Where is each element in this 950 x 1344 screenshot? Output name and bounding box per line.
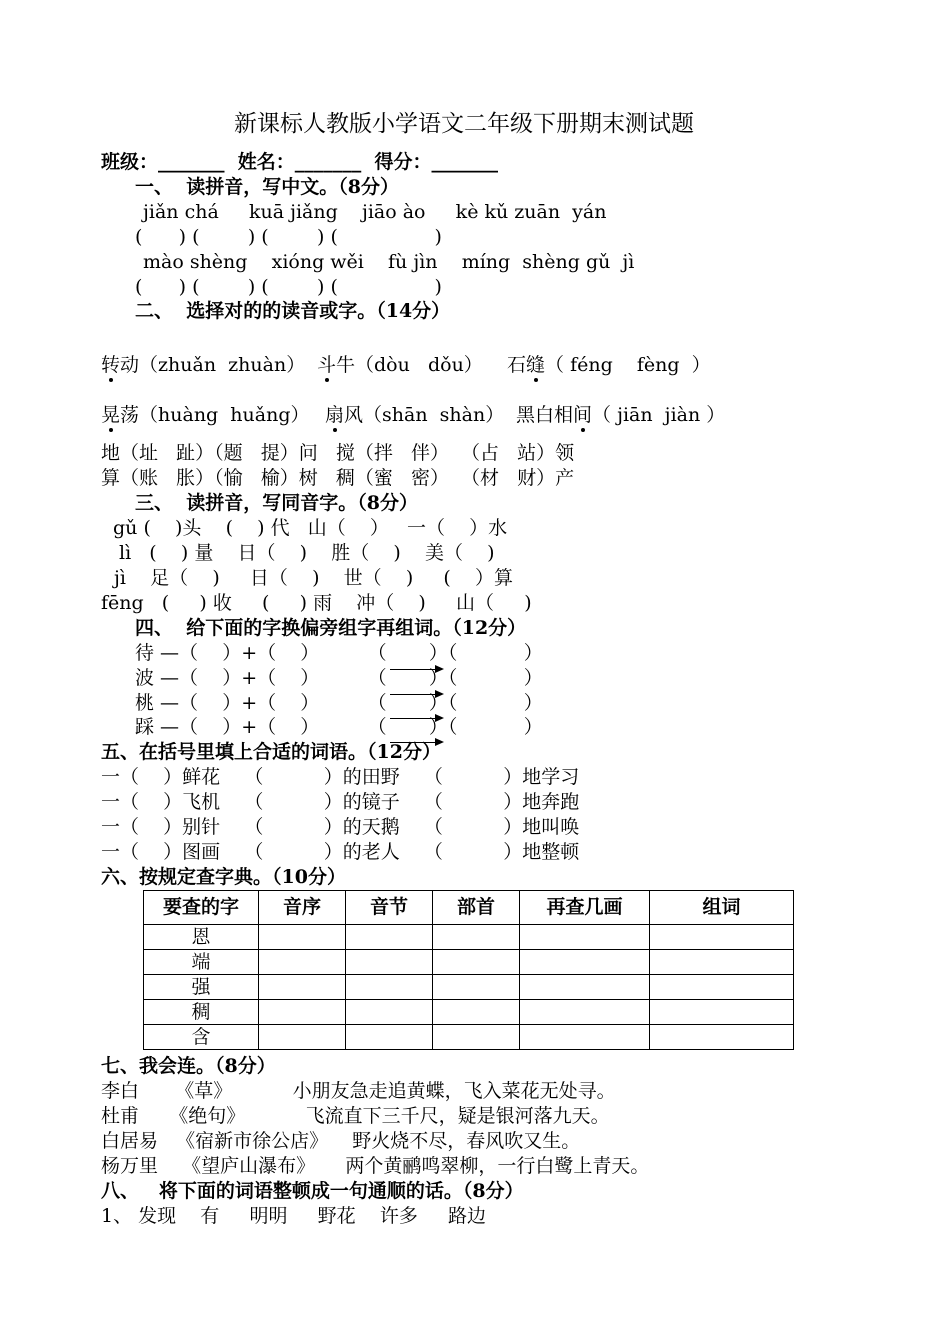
table-header-row	[144, 891, 794, 925]
answer-cell[interactable]	[433, 925, 520, 950]
table-row	[144, 1000, 794, 1025]
answer-cell[interactable]	[346, 1000, 433, 1025]
answer-cell[interactable]	[520, 925, 650, 950]
poem-match-row: 杜甫 《绝句》 飞流直下三千尺，疑是银河落九天。	[101, 1105, 610, 1127]
column-header: 音序	[259, 891, 346, 925]
column-header: 音节	[346, 891, 433, 925]
arrow-icon	[390, 694, 442, 695]
answer-cell[interactable]	[520, 1025, 650, 1050]
answer-cell[interactable]	[433, 1000, 520, 1025]
lookup-char: 含	[144, 1025, 259, 1050]
pronunciation-item: 石缝（ féng fèng ）	[507, 354, 711, 376]
poem-match-row: 李白 《草》 小朋友急走追黄蝶，飞入菜花无处寻。	[101, 1080, 616, 1102]
radical-swap-row: 踩 —（ ）+（ ） （ ）（ ）	[135, 716, 543, 738]
lookup-char: 稠	[144, 1000, 259, 1025]
pronunciation-item: 斗牛（dòu dǒu）	[317, 354, 483, 376]
sentence-words-row: 1、 发现 有 明明 野花 许多 路边	[101, 1205, 487, 1227]
answer-cell[interactable]	[259, 925, 346, 950]
column-header: 组词	[650, 891, 794, 925]
table-row	[144, 925, 794, 950]
dictionary-table	[143, 890, 794, 1050]
radical-swap-row: 桃 —（ ）+（ ） （ ）（ ）	[135, 692, 543, 714]
radical-swap-row: 待 —（ ）+（ ） （ ）（ ）	[135, 642, 543, 664]
homophone-row: gǔ ( )头 ( ) 代 山（ ） 一（ ）水	[113, 517, 508, 539]
fill-word-row: 一（ ）鲜花 （ ）的田野 （ ）地学习	[101, 766, 580, 788]
homophone-row: fēng ( ) 收 ( ) 雨 冲（ ) 山（ )	[101, 592, 532, 614]
lookup-char: 端	[144, 950, 259, 975]
column-header: 再查几画	[520, 891, 650, 925]
character-choice-row-1: 地（址 趾）（题 提）问 搅（拌 伴） （占 站）领	[101, 442, 575, 464]
section-3-heading: 三、 读拼音，写同音字。（8分）	[135, 492, 418, 514]
radical-swap-row: 波 —（ ）+（ ） （ ）（ ）	[135, 667, 543, 689]
answer-cell[interactable]	[650, 1025, 794, 1050]
answer-blanks-row-1: ( ) ( ) ( ) ( )	[135, 226, 442, 248]
answer-cell[interactable]	[650, 925, 794, 950]
answer-cell[interactable]	[346, 975, 433, 1000]
table-row	[144, 1025, 794, 1050]
fill-word-row: 一（ ）别针 （ ）的天鹅 （ ）地叫唤	[101, 816, 580, 838]
section-4-heading: 四、 给下面的字换偏旁组字再组词。（12分）	[135, 617, 527, 639]
section-8-heading: 八、 将下面的词语整顿成一句通顺的话。（8分）	[101, 1180, 524, 1202]
pronunciation-item: 黑白相间（ jiān jiàn ）	[516, 404, 726, 426]
answer-cell[interactable]	[520, 950, 650, 975]
answer-cell[interactable]	[433, 950, 520, 975]
answer-cell[interactable]	[346, 1025, 433, 1050]
lookup-char: 恩	[144, 925, 259, 950]
answer-cell[interactable]	[650, 950, 794, 975]
poem-match-row: 杨万里 《望庐山瀑布》 两个黄鹂鸣翠柳，一行白鹭上青天。	[101, 1155, 650, 1177]
answer-cell[interactable]	[520, 975, 650, 1000]
answer-cell[interactable]	[346, 950, 433, 975]
answer-cell[interactable]	[259, 975, 346, 1000]
fill-word-row: 一（ ）飞机 （ ）的镜子 （ ）地奔跑	[101, 791, 580, 813]
character-choice-row-2: 算（账 胀）（愉 榆）树 稠（蜜 密） （材 财）产	[101, 467, 575, 489]
column-header: 部首	[433, 891, 520, 925]
student-info-line: 班级：_______ 姓名：_______ 得分：_______	[101, 151, 498, 173]
poem-match-row: 白居易 《宿新市徐公店》 野火烧不尽，春风吹又生。	[101, 1130, 581, 1152]
pinyin-row-2: mào shèng xióng wěi fù jìn míng shèng gǔ jì	[143, 251, 635, 273]
table-row	[144, 975, 794, 1000]
pinyin-row-1: jiǎn chá kuā jiǎng jiāo ào kè kǔ zuān yán	[143, 201, 607, 223]
pronunciation-item: 转动（zhuǎn zhuàn）	[101, 354, 306, 376]
section-5-heading: 五、在括号里填上合适的词语。（12分）	[101, 741, 441, 763]
answer-blanks-row-2: ( ) ( ) ( ) ( )	[135, 276, 442, 298]
section-2-heading: 二、 选择对的的读音或字。（14分）	[135, 300, 451, 322]
section-7-heading: 七、我会连。（8分）	[101, 1055, 276, 1077]
homophone-row: lì ( ) 量 日（ ) 胜（ ) 美（ )	[113, 542, 495, 564]
page-title: 新课标人教版小学语文二年级下册期末测试题	[234, 111, 694, 137]
answer-cell[interactable]	[259, 950, 346, 975]
pronunciation-item: 扇风（shān shàn）	[325, 404, 505, 426]
answer-cell[interactable]	[650, 1000, 794, 1025]
answer-cell[interactable]	[346, 925, 433, 950]
answer-cell[interactable]	[520, 1000, 650, 1025]
answer-cell[interactable]	[259, 1025, 346, 1050]
section-1-heading: 一、 读拼音，写中文。（8分）	[135, 176, 399, 198]
answer-cell[interactable]	[433, 1025, 520, 1050]
column-header: 要查的字	[144, 891, 259, 925]
fill-word-row: 一（ ）图画 （ ）的老人 （ ）地整顿	[101, 841, 580, 863]
arrow-icon	[390, 669, 442, 670]
answer-cell[interactable]	[433, 975, 520, 1000]
table-row	[144, 950, 794, 975]
answer-cell[interactable]	[259, 1000, 346, 1025]
lookup-char: 强	[144, 975, 259, 1000]
pronunciation-item: 晃荡（huàng huǎng）	[101, 404, 310, 426]
arrow-icon	[390, 718, 442, 719]
section-6-heading: 六、按规定查字典。（10分）	[101, 866, 346, 888]
answer-cell[interactable]	[650, 975, 794, 1000]
homophone-row: jì 足（ ) 日（ ) 世（ ) ( ）算	[108, 567, 514, 589]
